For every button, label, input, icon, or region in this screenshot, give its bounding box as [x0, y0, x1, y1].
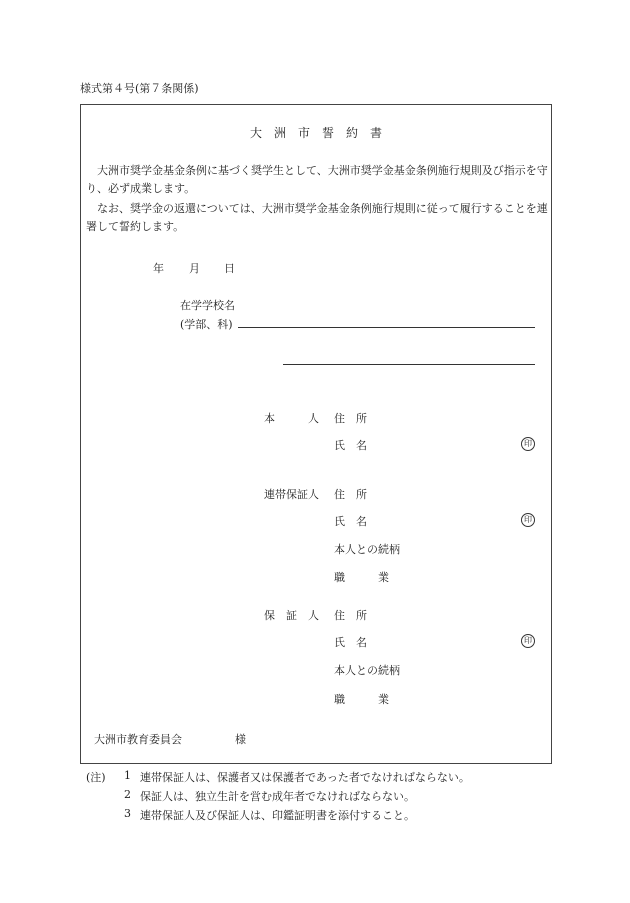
guarantor-role-label: 保 証 人 [264, 609, 319, 622]
guarantor-address-label: 住 所 [334, 609, 367, 622]
form-number: 様式第４号(第７条関係) [80, 82, 199, 95]
page-title: 大 洲 市 誓 約 書 [249, 126, 382, 140]
notes-label: (注) [86, 771, 106, 784]
principal-name-label: 氏 名 [334, 439, 367, 452]
joint-guarantor-name-label: 氏 名 [334, 515, 367, 528]
note-number: 1 [124, 769, 131, 782]
date-year-label: 年 [153, 262, 164, 275]
school-name-label: 在学学校名 [180, 299, 235, 312]
date-day-label: 日 [224, 262, 235, 275]
guarantor-occupation-label: 職 業 [334, 693, 389, 706]
joint-guarantor-occupation-label: 職 業 [334, 571, 389, 584]
school-name-line [238, 327, 535, 328]
addressee-honorific: 様 [235, 733, 246, 746]
note-number: 2 [124, 788, 131, 801]
note-text: 保証人は、独立生計を営む成年者でなければならない。 [140, 790, 415, 803]
school-name-line-2 [283, 364, 535, 365]
school-faculty-label: (学部、科) [180, 318, 233, 331]
principal-role-label: 本 人 [264, 412, 319, 425]
joint-guarantor-seal-icon: 印 [521, 513, 535, 527]
date-month-label: 月 [189, 262, 200, 275]
joint-guarantor-address-label: 住 所 [334, 488, 367, 501]
principal-address-label: 住 所 [334, 412, 367, 425]
note-text: 連帯保証人及び保証人は、印鑑証明書を添付すること。 [140, 809, 415, 822]
note-number: 3 [124, 807, 131, 820]
pledge-paragraph-1: 大洲市奨学金基金条例に基づく奨学生として、大洲市奨学金基金条例施行規則及び指示を守り、必ず成業します。 [86, 164, 548, 195]
joint-guarantor-role-label: 連帯保証人 [264, 488, 319, 501]
guarantor-relation-label: 本人との続柄 [334, 664, 400, 677]
note-text: 連帯保証人は、保護者又は保護者であった者でなければならない。 [140, 771, 470, 784]
joint-guarantor-relation-label: 本人との続柄 [334, 543, 400, 556]
principal-seal-icon: 印 [521, 437, 535, 451]
guarantor-seal-icon: 印 [521, 634, 535, 648]
pledge-paragraph-2: なお、奨学金の返還については、大洲市奨学金基金条例施行規則に従って履行することを連署して誓約します。 [86, 202, 548, 233]
addressee-name: 大洲市教育委員会 [94, 733, 182, 746]
guarantor-name-label: 氏 名 [334, 636, 367, 649]
